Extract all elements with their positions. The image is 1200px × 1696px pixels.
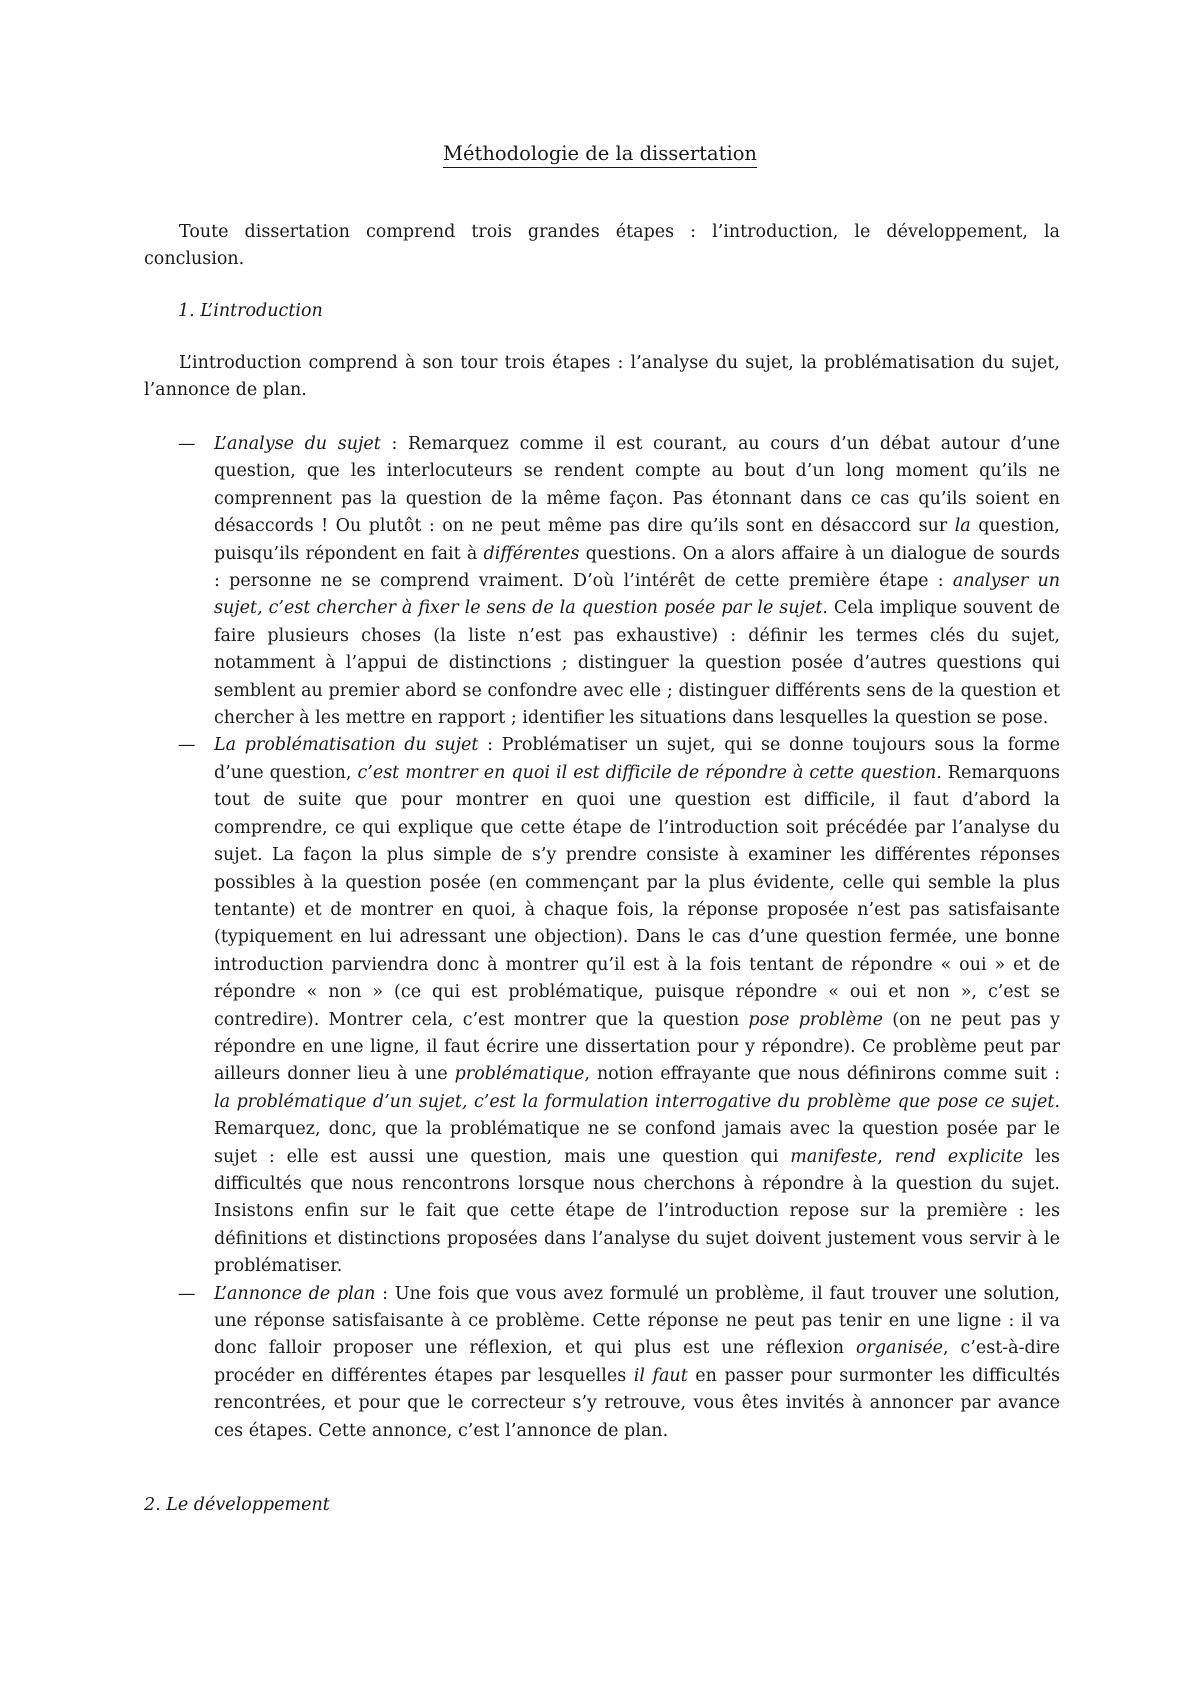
item-lead: L’analyse du sujet xyxy=(214,434,381,454)
document-title xyxy=(0,142,1200,165)
item-emphasis: organisée xyxy=(855,1338,944,1359)
item-text: , c’est-à-dire procéder en différentes étapes par lesquelles xyxy=(214,1338,1061,1386)
item-text: Remarquez, donc, que la problématique ne se confond jamais avec la question posée par le sujet : elle est aussi une question, mais une question qui xyxy=(214,1119,1060,1167)
item-emphasis: la xyxy=(954,516,971,537)
item-emphasis: il faut xyxy=(633,1365,688,1386)
item-text: Problématiser un sujet, qui se donne toujours sous la forme d’une question, xyxy=(214,735,1060,783)
section-heading-developpement: 2. Le développement xyxy=(144,1495,330,1515)
item-emphasis: problématique xyxy=(454,1064,585,1085)
item-emphasis: la problématique d’un sujet, c’est la formulation interrogative du problème que pose ce sujet. xyxy=(214,1091,1060,1112)
item-sep: : xyxy=(478,735,502,756)
dash-bullet: — xyxy=(178,1283,196,1304)
item-text: Remarquons tout de suite que pour montrer en quoi une question est difficile, il faut d’abord la comprendre, ce qui explique que cette étape de l’introduction soit précédée par l’analyse du sujet. La façon la plus simple de s’y prendre consiste à examiner les différentes réponses possibles à la question posée (en commençant par la plus évidente, celle qui semble la plus tentante) et de montrer en quoi, à chaque fois, la réponse proposée n’est pas satisfaisante (typiquement en lui adressant une objection). Dans le cas d’une question fermée, une bonne introduction parviendra donc à montrer qu’il est à la fois tentant de répondre « oui » et de répondre « non » (ce qui est problématique, puisque répondre « oui et non », c’est se contredire). Montrer cela, c’est montrer que la question xyxy=(214,762,1060,1030)
dash-bullet: — xyxy=(178,434,196,454)
item-text: , notion effrayante que nous définirons comme suit : xyxy=(584,1064,1060,1085)
introduction-steps-list xyxy=(178,431,1060,1445)
item-emphasis: analyser un sujet, c’est chercher à fixer le sens de la question posée par le sujet. xyxy=(214,571,1060,619)
item-text: questions. On a alors affaire à un dialogue de sourds : personne ne se comprend vraiment. D’où l’intérêt de cette première étape : xyxy=(214,543,1060,592)
item-lead: La problématisation du sujet xyxy=(214,735,479,756)
introduction-paragraph: L’introduction comprend à son tour trois étapes : l’analyse du sujet, la problématisation du sujet, l’annonce de plan. xyxy=(144,353,1060,401)
item-text: Cela implique souvent de faire plusieurs choses (la liste n’est pas exhaustive) : définir les termes clés du sujet, notamment à l’appui de distinctions ; distinguer la question posée d’autres questions qui semblent au premier abord se confondre avec elle ; distinguer différents sens de la question et chercher à les mettre en rapport ; identifier les situations dans lesquelles la question se pose. xyxy=(214,598,1060,729)
item-text: les difficultés que nous rencontrons lorsque nous cherchons à répondre à la question du sujet. Insistons enfin sur le fait que cette étape de l’introduction repose sur la première : les définitions et distinctions proposées dans l’analyse du sujet doivent justement vous servir à le problématiser. xyxy=(214,1146,1061,1277)
dash-bullet: — xyxy=(178,735,196,756)
document-title-text: Méthodologie de la dissertation xyxy=(443,142,757,168)
item-emphasis: pose problème xyxy=(748,1009,883,1030)
item-text: question, puisqu’ils répondent en fait à xyxy=(214,516,1060,564)
item-emphasis: c’est montrer en quoi il est difficile de répondre à cette question. xyxy=(357,762,942,783)
section-heading-introduction: 1. L’introduction xyxy=(178,301,323,321)
item-text: en passer pour surmonter les difficultés rencontrées, et pour que le correcteur s’y retrouve, vous êtes invités à annoncer par avance ces étapes. Cette annonce, c’est l’annonce de plan. xyxy=(214,1365,1060,1441)
item-text: Une fois que vous avez formulé un problème, il faut trouver une solution, une réponse satisfaisante à ce problème. Cette réponse ne peut pas tenir en une ligne : il va donc falloir proposer une réflexion, et qui plus est une réflexion xyxy=(214,1283,1060,1359)
item-text: , xyxy=(877,1146,895,1167)
item-emphasis: rend explicite xyxy=(894,1146,1024,1167)
intro-paragraph: Toute dissertation comprend trois grandes étapes : l’introduction, le développement, la conclusion. xyxy=(144,222,1060,270)
list-item-analyse-du-sujet xyxy=(178,431,1060,732)
list-item-problematisation xyxy=(178,732,1060,1280)
item-emphasis: manifeste xyxy=(790,1146,878,1167)
list-item-annonce-de-plan xyxy=(178,1281,1060,1445)
item-sep: : xyxy=(375,1283,395,1304)
item-sep: : xyxy=(380,434,408,454)
item-text: Remarquez comme il est courant, au cours d’un débat autour d’une question, que les interlocuteurs se rendent compte au bout d’un long moment qu’ils ne comprennent pas la question de la même façon. Pas étonnant dans ce cas qu’ils soient en désaccords ! Ou plutôt : on ne peut même pas dire qu’ils sont en désaccord sur xyxy=(214,434,1060,537)
item-text: (on ne peut pas y répondre en une ligne, il faut écrire une dissertation pour y répondre). Ce problème peut par ailleurs donner lieu à une xyxy=(214,1009,1060,1085)
item-emphasis: différentes xyxy=(483,543,580,564)
item-lead: L’annonce de plan xyxy=(214,1283,376,1304)
